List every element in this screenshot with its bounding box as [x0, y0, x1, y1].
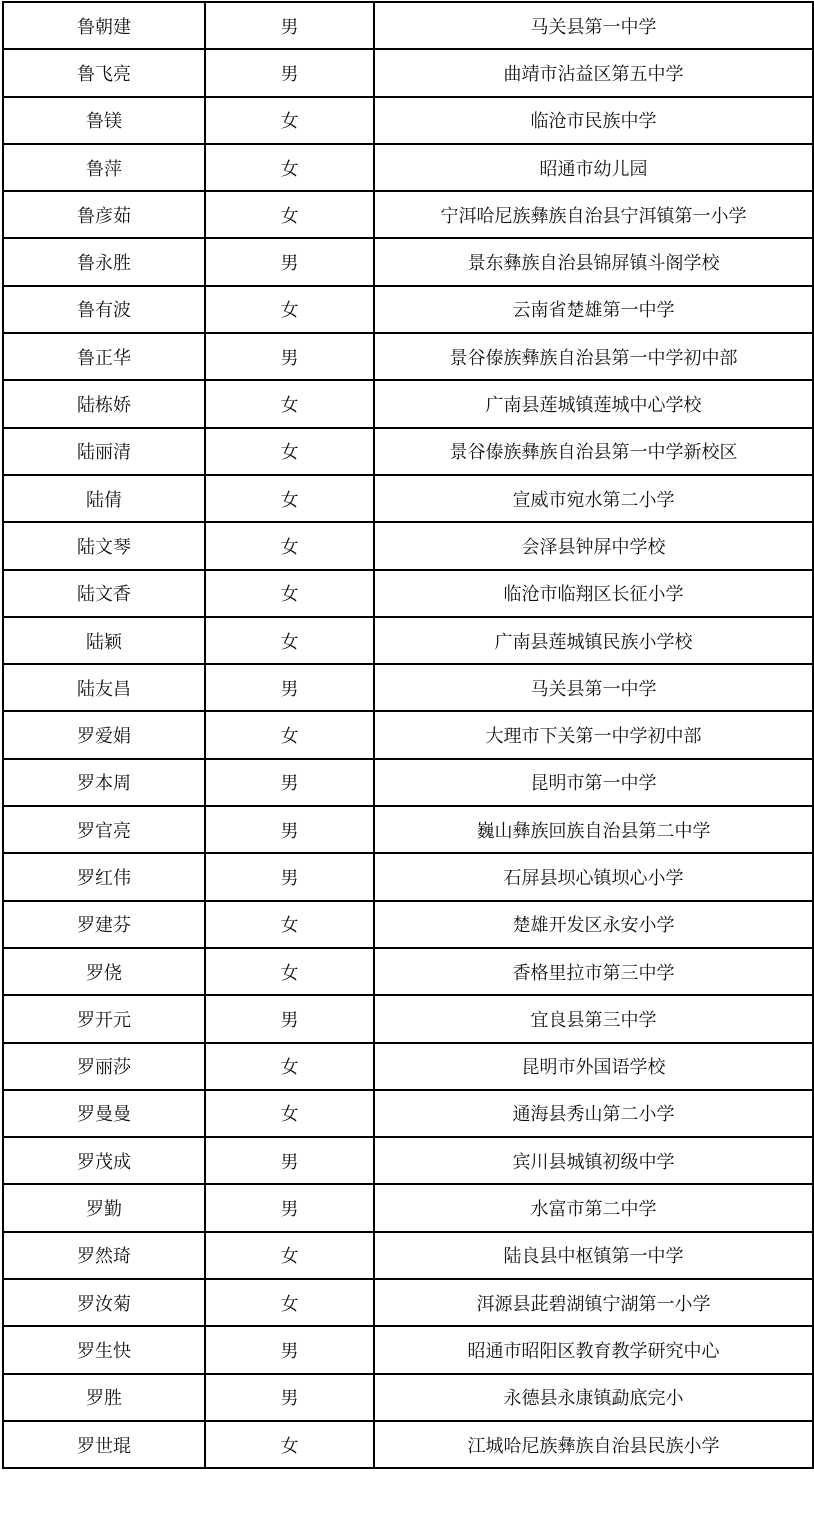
gender-cell: 男 — [205, 1184, 374, 1231]
gender-cell: 女 — [205, 948, 374, 995]
school-cell: 临沧市民族中学 — [374, 97, 813, 144]
gender-cell: 女 — [205, 901, 374, 948]
name-cell: 陆文琴 — [3, 522, 205, 569]
school-cell: 宣威市宛水第二小学 — [374, 475, 813, 522]
school-cell: 洱源县茈碧湖镇宁湖第一小学 — [374, 1279, 813, 1326]
name-cell: 罗世琨 — [3, 1421, 205, 1468]
school-cell: 宁洱哈尼族彝族自治县宁洱镇第一小学 — [374, 191, 813, 238]
gender-cell: 女 — [205, 380, 374, 427]
name-cell: 罗勤 — [3, 1184, 205, 1231]
gender-cell: 男 — [205, 995, 374, 1042]
name-cell: 陆倩 — [3, 475, 205, 522]
school-cell: 通海县秀山第二小学 — [374, 1090, 813, 1137]
table-row — [3, 1043, 813, 1090]
table-row — [3, 617, 813, 664]
table-row — [3, 853, 813, 900]
name-cell: 罗生快 — [3, 1326, 205, 1373]
gender-cell: 女 — [205, 522, 374, 569]
school-cell: 大理市下关第一中学初中部 — [374, 711, 813, 758]
name-cell: 罗建芬 — [3, 901, 205, 948]
school-cell: 巍山彝族回族自治县第二中学 — [374, 806, 813, 853]
table-row — [3, 1137, 813, 1184]
name-cell: 罗丽莎 — [3, 1043, 205, 1090]
school-cell: 昆明市外国语学校 — [374, 1043, 813, 1090]
name-cell: 罗曼曼 — [3, 1090, 205, 1137]
name-cell: 罗汝菊 — [3, 1279, 205, 1326]
table-row — [3, 475, 813, 522]
school-cell: 广南县莲城镇莲城中心学校 — [374, 380, 813, 427]
table-row — [3, 1374, 813, 1421]
gender-cell: 男 — [205, 853, 374, 900]
school-cell: 宜良县第三中学 — [374, 995, 813, 1042]
school-cell: 水富市第二中学 — [374, 1184, 813, 1231]
school-cell: 宾川县城镇初级中学 — [374, 1137, 813, 1184]
school-cell: 景谷傣族彝族自治县第一中学新校区 — [374, 428, 813, 475]
school-cell: 香格里拉市第三中学 — [374, 948, 813, 995]
table-row — [3, 901, 813, 948]
school-cell: 江城哈尼族彝族自治县民族小学 — [374, 1421, 813, 1468]
name-cell: 陆栋娇 — [3, 380, 205, 427]
school-cell: 永德县永康镇勐底完小 — [374, 1374, 813, 1421]
school-cell: 景谷傣族彝族自治县第一中学初中部 — [374, 333, 813, 380]
gender-cell: 女 — [205, 1090, 374, 1137]
table-row — [3, 664, 813, 711]
school-cell: 云南省楚雄第一中学 — [374, 286, 813, 333]
school-cell: 陆良县中枢镇第一中学 — [374, 1232, 813, 1279]
name-cell: 罗侥 — [3, 948, 205, 995]
name-cell: 罗茂成 — [3, 1137, 205, 1184]
name-cell: 罗官亮 — [3, 806, 205, 853]
name-cell: 陆友昌 — [3, 664, 205, 711]
school-cell: 临沧市临翔区长征小学 — [374, 570, 813, 617]
table-row — [3, 97, 813, 144]
school-cell: 楚雄开发区永安小学 — [374, 901, 813, 948]
school-cell: 曲靖市沾益区第五中学 — [374, 49, 813, 96]
name-cell: 罗红伟 — [3, 853, 205, 900]
school-cell: 昆明市第一中学 — [374, 759, 813, 806]
table-row — [3, 1279, 813, 1326]
name-cell: 罗开元 — [3, 995, 205, 1042]
school-cell: 石屏县坝心镇坝心小学 — [374, 853, 813, 900]
table-row — [3, 2, 813, 49]
school-cell: 景东彝族自治县锦屏镇斗阁学校 — [374, 238, 813, 285]
table-row — [3, 1326, 813, 1373]
gender-cell: 女 — [205, 191, 374, 238]
gender-cell: 女 — [205, 475, 374, 522]
table-row — [3, 806, 813, 853]
roster-table-body — [3, 2, 813, 1468]
table-row — [3, 1421, 813, 1468]
name-cell: 鲁萍 — [3, 144, 205, 191]
table-row — [3, 380, 813, 427]
gender-cell: 女 — [205, 617, 374, 664]
gender-cell: 女 — [205, 570, 374, 617]
gender-cell: 女 — [205, 1421, 374, 1468]
name-cell: 鲁朝建 — [3, 2, 205, 49]
table-row — [3, 948, 813, 995]
name-cell: 鲁飞亮 — [3, 49, 205, 96]
school-cell: 马关县第一中学 — [374, 2, 813, 49]
name-cell: 鲁镁 — [3, 97, 205, 144]
name-cell: 罗胜 — [3, 1374, 205, 1421]
table-row — [3, 144, 813, 191]
gender-cell: 男 — [205, 806, 374, 853]
name-cell: 罗然琦 — [3, 1232, 205, 1279]
gender-cell: 男 — [205, 1137, 374, 1184]
gender-cell: 女 — [205, 711, 374, 758]
table-row — [3, 238, 813, 285]
name-cell: 罗爱娟 — [3, 711, 205, 758]
school-cell: 广南县莲城镇民族小学校 — [374, 617, 813, 664]
table-row — [3, 759, 813, 806]
gender-cell: 男 — [205, 759, 374, 806]
gender-cell: 女 — [205, 144, 374, 191]
table-row — [3, 1232, 813, 1279]
table-row — [3, 711, 813, 758]
gender-cell: 男 — [205, 1326, 374, 1373]
school-cell: 昭通市昭阳区教育教学研究中心 — [374, 1326, 813, 1373]
gender-cell: 男 — [205, 49, 374, 96]
table-row — [3, 428, 813, 475]
roster-table — [2, 1, 814, 1469]
name-cell: 鲁正华 — [3, 333, 205, 380]
gender-cell: 女 — [205, 1232, 374, 1279]
table-row — [3, 570, 813, 617]
gender-cell: 女 — [205, 1043, 374, 1090]
gender-cell: 女 — [205, 428, 374, 475]
name-cell: 陆颖 — [3, 617, 205, 664]
table-row — [3, 191, 813, 238]
name-cell: 鲁永胜 — [3, 238, 205, 285]
name-cell: 陆文香 — [3, 570, 205, 617]
gender-cell: 男 — [205, 1374, 374, 1421]
table-row — [3, 286, 813, 333]
table-row — [3, 1184, 813, 1231]
gender-cell: 女 — [205, 1279, 374, 1326]
table-row — [3, 1090, 813, 1137]
gender-cell: 女 — [205, 97, 374, 144]
table-row — [3, 522, 813, 569]
gender-cell: 男 — [205, 333, 374, 380]
name-cell: 鲁有波 — [3, 286, 205, 333]
name-cell: 罗本周 — [3, 759, 205, 806]
name-cell: 陆丽清 — [3, 428, 205, 475]
table-row — [3, 333, 813, 380]
school-cell: 马关县第一中学 — [374, 664, 813, 711]
gender-cell: 男 — [205, 238, 374, 285]
table-row — [3, 995, 813, 1042]
school-cell: 昭通市幼儿园 — [374, 144, 813, 191]
school-cell: 会泽县钟屏中学校 — [374, 522, 813, 569]
gender-cell: 男 — [205, 2, 374, 49]
gender-cell: 男 — [205, 664, 374, 711]
name-cell: 鲁彦茹 — [3, 191, 205, 238]
gender-cell: 女 — [205, 286, 374, 333]
table-row — [3, 49, 813, 96]
